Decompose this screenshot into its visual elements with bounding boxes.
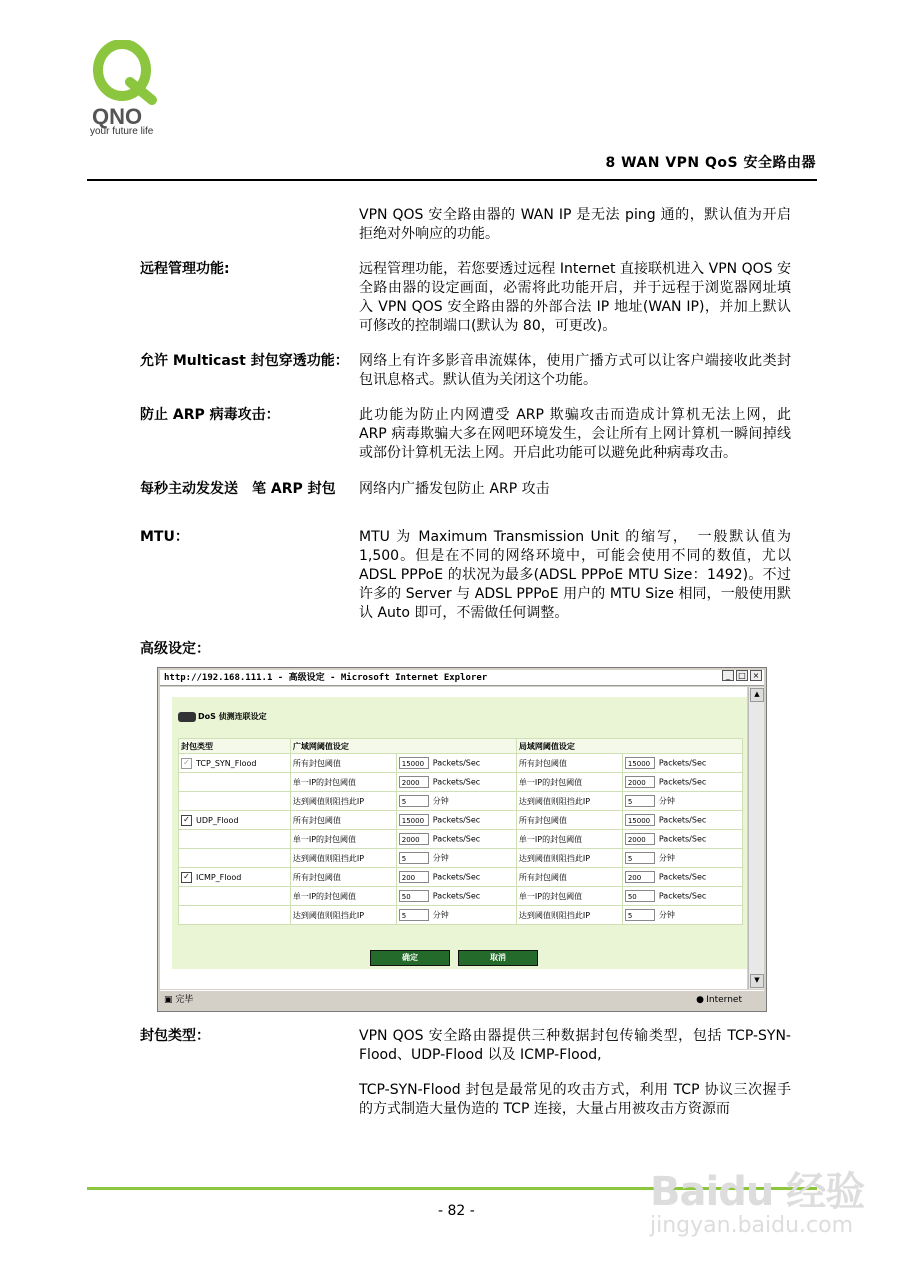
wan-threshold-input[interactable]: 2000: [399, 776, 429, 788]
vertical-scrollbar[interactable]: [748, 687, 764, 989]
unit-label: Packets/Sec: [658, 777, 707, 787]
svg-text:QNO: QNO: [92, 104, 143, 129]
packet-type-cell: [179, 849, 291, 868]
lan-threshold-label: 达到阈值则阻挡此IP: [516, 849, 622, 868]
packet-type-name: UDP_Flood: [196, 815, 239, 825]
minimize-button[interactable]: _: [722, 670, 734, 681]
wan-threshold-label: 达到阈值则阻挡此IP: [290, 792, 396, 811]
dos-panel: [172, 697, 747, 969]
unit-label: Packets/Sec: [432, 872, 481, 882]
wan-threshold-cell: [396, 887, 516, 906]
unit-label: 分钟: [432, 910, 449, 920]
wan-threshold-cell: [396, 754, 516, 773]
arp-send-label: 每秒主动发发送 笔 ARP 封包: [140, 481, 336, 497]
page-number: - 82 -: [438, 1203, 475, 1219]
multicast-label: 允许 Multicast 封包穿透功能：: [140, 353, 349, 369]
packet-type-name: ICMP_Flood: [196, 872, 242, 882]
wan-threshold-cell: [396, 773, 516, 792]
unit-label: 分钟: [658, 796, 675, 806]
packet-type-cell: [179, 887, 291, 906]
unit-label: Packets/Sec: [432, 758, 481, 768]
close-button[interactable]: ×: [750, 670, 762, 681]
page-content: [160, 687, 747, 989]
lan-threshold-input[interactable]: 15000: [625, 757, 655, 769]
lan-threshold-label: 单一IP的封包阈值: [516, 830, 622, 849]
table-row: [179, 811, 743, 830]
lan-threshold-cell: [622, 830, 742, 849]
scroll-down-icon[interactable]: ▼: [750, 974, 764, 988]
packet-type-cell: [179, 773, 291, 792]
wan-threshold-label: 所有封包阈值: [290, 868, 396, 887]
lan-threshold-label: 所有封包阈值: [516, 754, 622, 773]
scroll-up-icon[interactable]: ▲: [750, 688, 764, 702]
zone-text: Internet: [706, 995, 742, 1005]
maximize-button[interactable]: □: [736, 670, 748, 681]
remote-mgmt-text: 远程管理功能，若您要透过远程 Internet 直接联机进入 VPN QOS 安全路由器的设定画面，必需将此功能开启，并于远程于浏览器网址填入 VPN QOS 安全路由器的外部合法 IP 地址(WAN IP)，并加上默认可修改的控制端口(默认为 80，可更改)。: [359, 261, 791, 334]
table-row: [179, 773, 743, 792]
dos-table: [178, 738, 743, 925]
packet-type-cell: [179, 754, 291, 773]
qno-logo: [90, 40, 170, 140]
table-row: [179, 792, 743, 811]
globe-icon: ●: [696, 995, 704, 1005]
lan-threshold-input[interactable]: 5: [625, 852, 655, 864]
lan-threshold-cell: [622, 906, 742, 925]
lan-threshold-input[interactable]: 2000: [625, 776, 655, 788]
packet-type-name: TCP_SYN_Flood: [196, 758, 257, 768]
ie-window: [157, 667, 767, 1012]
panel-title: DoS 侦测连联设定: [178, 711, 267, 722]
unit-label: Packets/Sec: [658, 834, 707, 844]
unit-label: 分钟: [658, 853, 675, 863]
wan-threshold-label: 单一IP的封包阈值: [290, 830, 396, 849]
panel-tab-icon: [178, 712, 196, 722]
col-type-header: 封包类型: [179, 739, 291, 754]
tagline: your future life: [90, 126, 154, 137]
unit-label: Packets/Sec: [432, 777, 481, 787]
lan-threshold-label: 达到阈值则阻挡此IP: [516, 906, 622, 925]
table-row: [179, 868, 743, 887]
packet-type-text: VPN QOS 安全路由器提供三种数据封包传输类型，包括 TCP-SYN-Flood、UDP-Flood 以及 ICMP-Flood,: [359, 1028, 791, 1063]
wan-threshold-input[interactable]: 15000: [399, 814, 429, 826]
lan-threshold-label: 单一IP的封包阈值: [516, 887, 622, 906]
lan-threshold-cell: [622, 849, 742, 868]
lan-threshold-input[interactable]: 15000: [625, 814, 655, 826]
lan-threshold-label: 单一IP的封包阈值: [516, 773, 622, 792]
wan-threshold-input[interactable]: 5: [399, 795, 429, 807]
packet-type-cell: [179, 811, 291, 830]
wan-threshold-input[interactable]: 200: [399, 871, 429, 883]
lan-threshold-cell: [622, 754, 742, 773]
wan-threshold-cell: [396, 811, 516, 830]
lan-threshold-input[interactable]: 5: [625, 909, 655, 921]
lan-threshold-cell: [622, 773, 742, 792]
col-lan-header: 局域网阈值设定: [516, 739, 742, 754]
lan-threshold-input[interactable]: 200: [625, 871, 655, 883]
unit-label: Packets/Sec: [658, 758, 707, 768]
wan-ping-text: VPN QOS 安全路由器的 WAN IP 是无法 ping 通的，默认值为开启拒绝对外响应的功能。: [359, 207, 791, 242]
packet-type-cell: [179, 792, 291, 811]
packet-type-cell: [179, 868, 291, 887]
lan-threshold-cell: [622, 887, 742, 906]
unit-label: Packets/Sec: [658, 815, 707, 825]
advanced-label: 高级设定：: [140, 641, 210, 657]
enable-checkbox[interactable]: ✓: [181, 758, 192, 769]
lan-threshold-label: 所有封包阈值: [516, 868, 622, 887]
table-row: [179, 754, 743, 773]
table-row: [179, 830, 743, 849]
packet-type-cell: [179, 830, 291, 849]
unit-label: Packets/Sec: [432, 815, 481, 825]
lan-threshold-cell: [622, 868, 742, 887]
wan-threshold-label: 单一IP的封包阈值: [290, 887, 396, 906]
wan-threshold-input[interactable]: 15000: [399, 757, 429, 769]
lan-threshold-label: 所有封包阈值: [516, 811, 622, 830]
enable-checkbox[interactable]: ✓: [181, 872, 192, 883]
window-title: http://192.168.111.1 - 高级设定 - Microsoft Internet Explorer: [160, 670, 764, 686]
lan-threshold-cell: [622, 792, 742, 811]
status-bar: [160, 990, 764, 1009]
unit-label: 分钟: [432, 853, 449, 863]
lan-threshold-label: 达到阈值则阻挡此IP: [516, 792, 622, 811]
page-done-icon: ▣: [164, 995, 173, 1005]
unit-label: Packets/Sec: [432, 834, 481, 844]
unit-label: Packets/Sec: [658, 872, 707, 882]
packet-type-cell: [179, 906, 291, 925]
wan-threshold-cell: [396, 792, 516, 811]
mtu-text: MTU 为 Maximum Transmission Unit 的缩写， 一般默认值为 1,500。但是在不同的网络环境中，可能会使用不同的数值，尤以 ADSL PPPoE 的状况为最多(ADSL PPPoE MTU Size：1492)。不过许多的 Server 与 ADSL PPPoE 用户的 MTU Size 相同，一般使用默认 Auto 即可，不需做任何调整。: [359, 529, 791, 621]
lan-threshold-cell: [622, 811, 742, 830]
wan-threshold-cell: [396, 868, 516, 887]
wan-threshold-label: 所有封包阈值: [290, 811, 396, 830]
wan-threshold-cell: [396, 830, 516, 849]
header-divider: [87, 179, 817, 181]
cancel-button[interactable]: 取消: [458, 950, 538, 966]
wan-threshold-input[interactable]: 50: [399, 890, 429, 902]
tcp-syn-text: TCP-SYN-Flood 封包是最常见的攻击方式，利用 TCP 协议三次握手的方式制造大量伪造的 TCP 连接，大量占用被攻击方资源而: [359, 1082, 791, 1117]
wan-threshold-label: 达到阈值则阻挡此IP: [290, 906, 396, 925]
enable-checkbox[interactable]: ✓: [181, 815, 192, 826]
unit-label: Packets/Sec: [658, 891, 707, 901]
arp-text: 此功能为防止内网遭受 ARP 欺骗攻击而造成计算机无法上网，此 ARP 病毒欺骗大多在网吧环境发生，会让所有上网计算机一瞬间掉线或部份计算机无法上网。开启此功能可以避免此种病毒攻击。: [359, 407, 791, 461]
arp-send-text: 网络内广播发包防止 ARP 攻击: [359, 481, 550, 497]
lan-threshold-input[interactable]: 50: [625, 890, 655, 902]
multicast-text: 网络上有许多影音串流媒体，使用广播方式可以让客户端接收此类封包讯息格式。默认值为关闭这个功能。: [359, 353, 791, 388]
table-row: [179, 849, 743, 868]
unit-label: 分钟: [658, 910, 675, 920]
mtu-label: MTU：: [140, 529, 189, 545]
wan-threshold-cell: [396, 849, 516, 868]
lan-threshold-input[interactable]: 5: [625, 795, 655, 807]
wan-threshold-label: 达到阈值则阻挡此IP: [290, 849, 396, 868]
wan-threshold-input[interactable]: 5: [399, 852, 429, 864]
wan-threshold-cell: [396, 906, 516, 925]
wan-threshold-label: 单一IP的封包阈值: [290, 773, 396, 792]
wan-threshold-label: 所有封包阈值: [290, 754, 396, 773]
arp-label: 防止 ARP 病毒攻击：: [140, 407, 280, 423]
watermark: Baidu 经验: [650, 1169, 865, 1215]
watermark-url: jingyan.baidu.com: [650, 1213, 854, 1238]
col-wan-header: 广域网阈值设定: [290, 739, 516, 754]
wan-threshold-input[interactable]: 2000: [399, 833, 429, 845]
doc-header-title: 8 WAN VPN QoS 安全路由器: [605, 155, 816, 171]
wan-threshold-input[interactable]: 5: [399, 909, 429, 921]
table-row: [179, 887, 743, 906]
ok-button[interactable]: 确定: [370, 950, 450, 966]
lan-threshold-input[interactable]: 2000: [625, 833, 655, 845]
status-text: 完毕: [175, 995, 194, 1005]
unit-label: 分钟: [432, 796, 449, 806]
unit-label: Packets/Sec: [432, 891, 481, 901]
table-row: [179, 906, 743, 925]
remote-mgmt-label: 远程管理功能:: [140, 261, 230, 277]
packet-type-label: 封包类型：: [140, 1028, 210, 1044]
